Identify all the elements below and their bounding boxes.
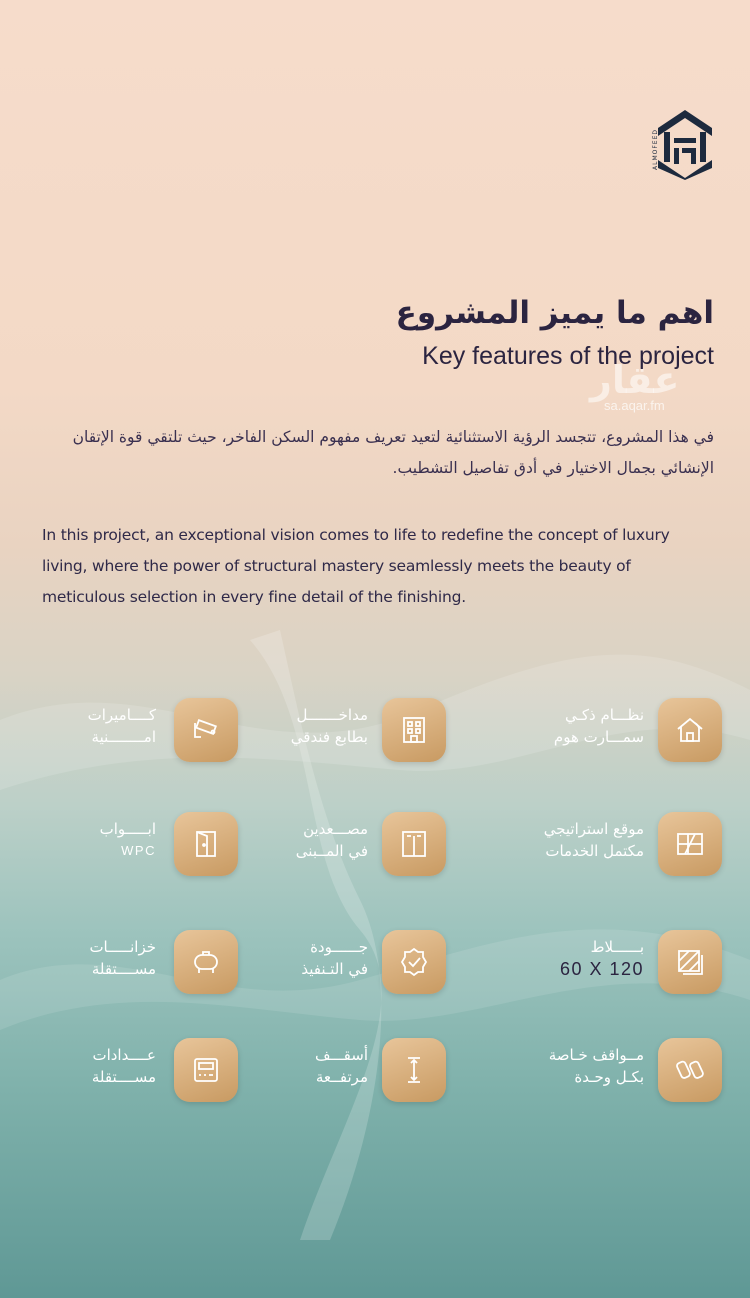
door-icon <box>174 812 238 876</box>
watermark-url: sa.aqar.fm <box>604 398 665 413</box>
feature-label-1: مــواقف خـاصة <box>548 1046 644 1064</box>
cctv-camera-icon <box>174 698 238 762</box>
feature-hotel-entrances <box>236 698 446 768</box>
feature-label-1: موقع استراتيجي <box>543 820 644 838</box>
description-english: In this project, an exceptional vision comes to life to redefine the concept of luxury living, where the power of structural mastery seamlessly meets the beauty of meticulous selection in every fine detail of the finishing. <box>42 526 670 606</box>
feature-label-1: بــــــلاط <box>590 938 644 956</box>
brand-logo <box>656 108 714 180</box>
feature-meters <box>24 1038 234 1108</box>
watermark-logo: عقار <box>590 358 680 402</box>
feature-security-cameras <box>24 698 234 768</box>
feature-label-1: عــــدادات <box>92 1046 156 1064</box>
parking-icon <box>658 1038 722 1102</box>
feature-private-parking <box>512 1038 722 1108</box>
feature-label-2: WPC <box>121 843 156 858</box>
feature-label-1: جــــــودة <box>310 938 368 956</box>
feature-label-1: ابـــــواب <box>99 820 156 838</box>
brand-caption: ALMOFEED <box>652 129 659 170</box>
feature-label-1: أسقـــف <box>314 1046 368 1064</box>
feature-wpc-doors <box>24 812 234 882</box>
feature-label-2: في المــبنى <box>295 842 368 860</box>
ceiling-height-icon <box>382 1038 446 1102</box>
feature-strategic-location <box>512 812 722 882</box>
feature-label-2: في التـنفيذ <box>301 960 368 978</box>
feature-tiles <box>512 930 722 1000</box>
feature-label-2: بكـل وحـدة <box>574 1068 644 1086</box>
feature-label-2: مســــتقلة <box>91 960 156 978</box>
feature-label-2: سمـــارت هوم <box>553 728 644 746</box>
map-icon <box>658 812 722 876</box>
feature-label-1: نظـــام ذكـي <box>564 706 644 724</box>
feature-quality <box>236 930 446 1000</box>
feature-smart-home <box>512 698 722 768</box>
feature-label-2: مرتفــعة <box>315 1068 368 1086</box>
feature-high-ceilings <box>236 1038 446 1108</box>
feature-label-2: مســــتقلة <box>91 1068 156 1086</box>
elevator-icon <box>382 812 446 876</box>
meter-icon <box>174 1038 238 1102</box>
feature-label-2: مكتمل الخدمات <box>545 842 644 860</box>
quality-badge-icon <box>382 930 446 994</box>
building-icon <box>382 698 446 762</box>
title-arabic: اهم ما يميز المشروع <box>395 295 714 331</box>
feature-label-1: خزانـــــات <box>89 938 156 956</box>
feature-elevators <box>236 812 446 882</box>
water-tank-icon <box>174 930 238 994</box>
feature-label-2: امــــــــنية <box>91 728 156 746</box>
feature-label-1: مداخـــــــل <box>296 706 368 724</box>
title-english: Key features of the project <box>422 342 714 370</box>
feature-label-1: كــــاميرات <box>87 706 156 724</box>
feature-label-1: مصـــعدين <box>303 820 368 838</box>
feature-label-2: 60 X 120 <box>559 959 644 979</box>
smart-home-icon <box>658 698 722 762</box>
feature-label-2: بطابع فندقي <box>290 728 368 746</box>
tiles-icon <box>658 930 722 994</box>
feature-water-tanks <box>24 930 234 1000</box>
description-arabic: في هذا المشروع، تتجسد الرؤية الاستثنائية لتعيد تعريف مفهوم السكن الفاخر، حيث تلتقي قوة الإتقان الإنشائي بجمال الاختيار في أدق تفاصيل التشطيب. <box>72 428 714 477</box>
